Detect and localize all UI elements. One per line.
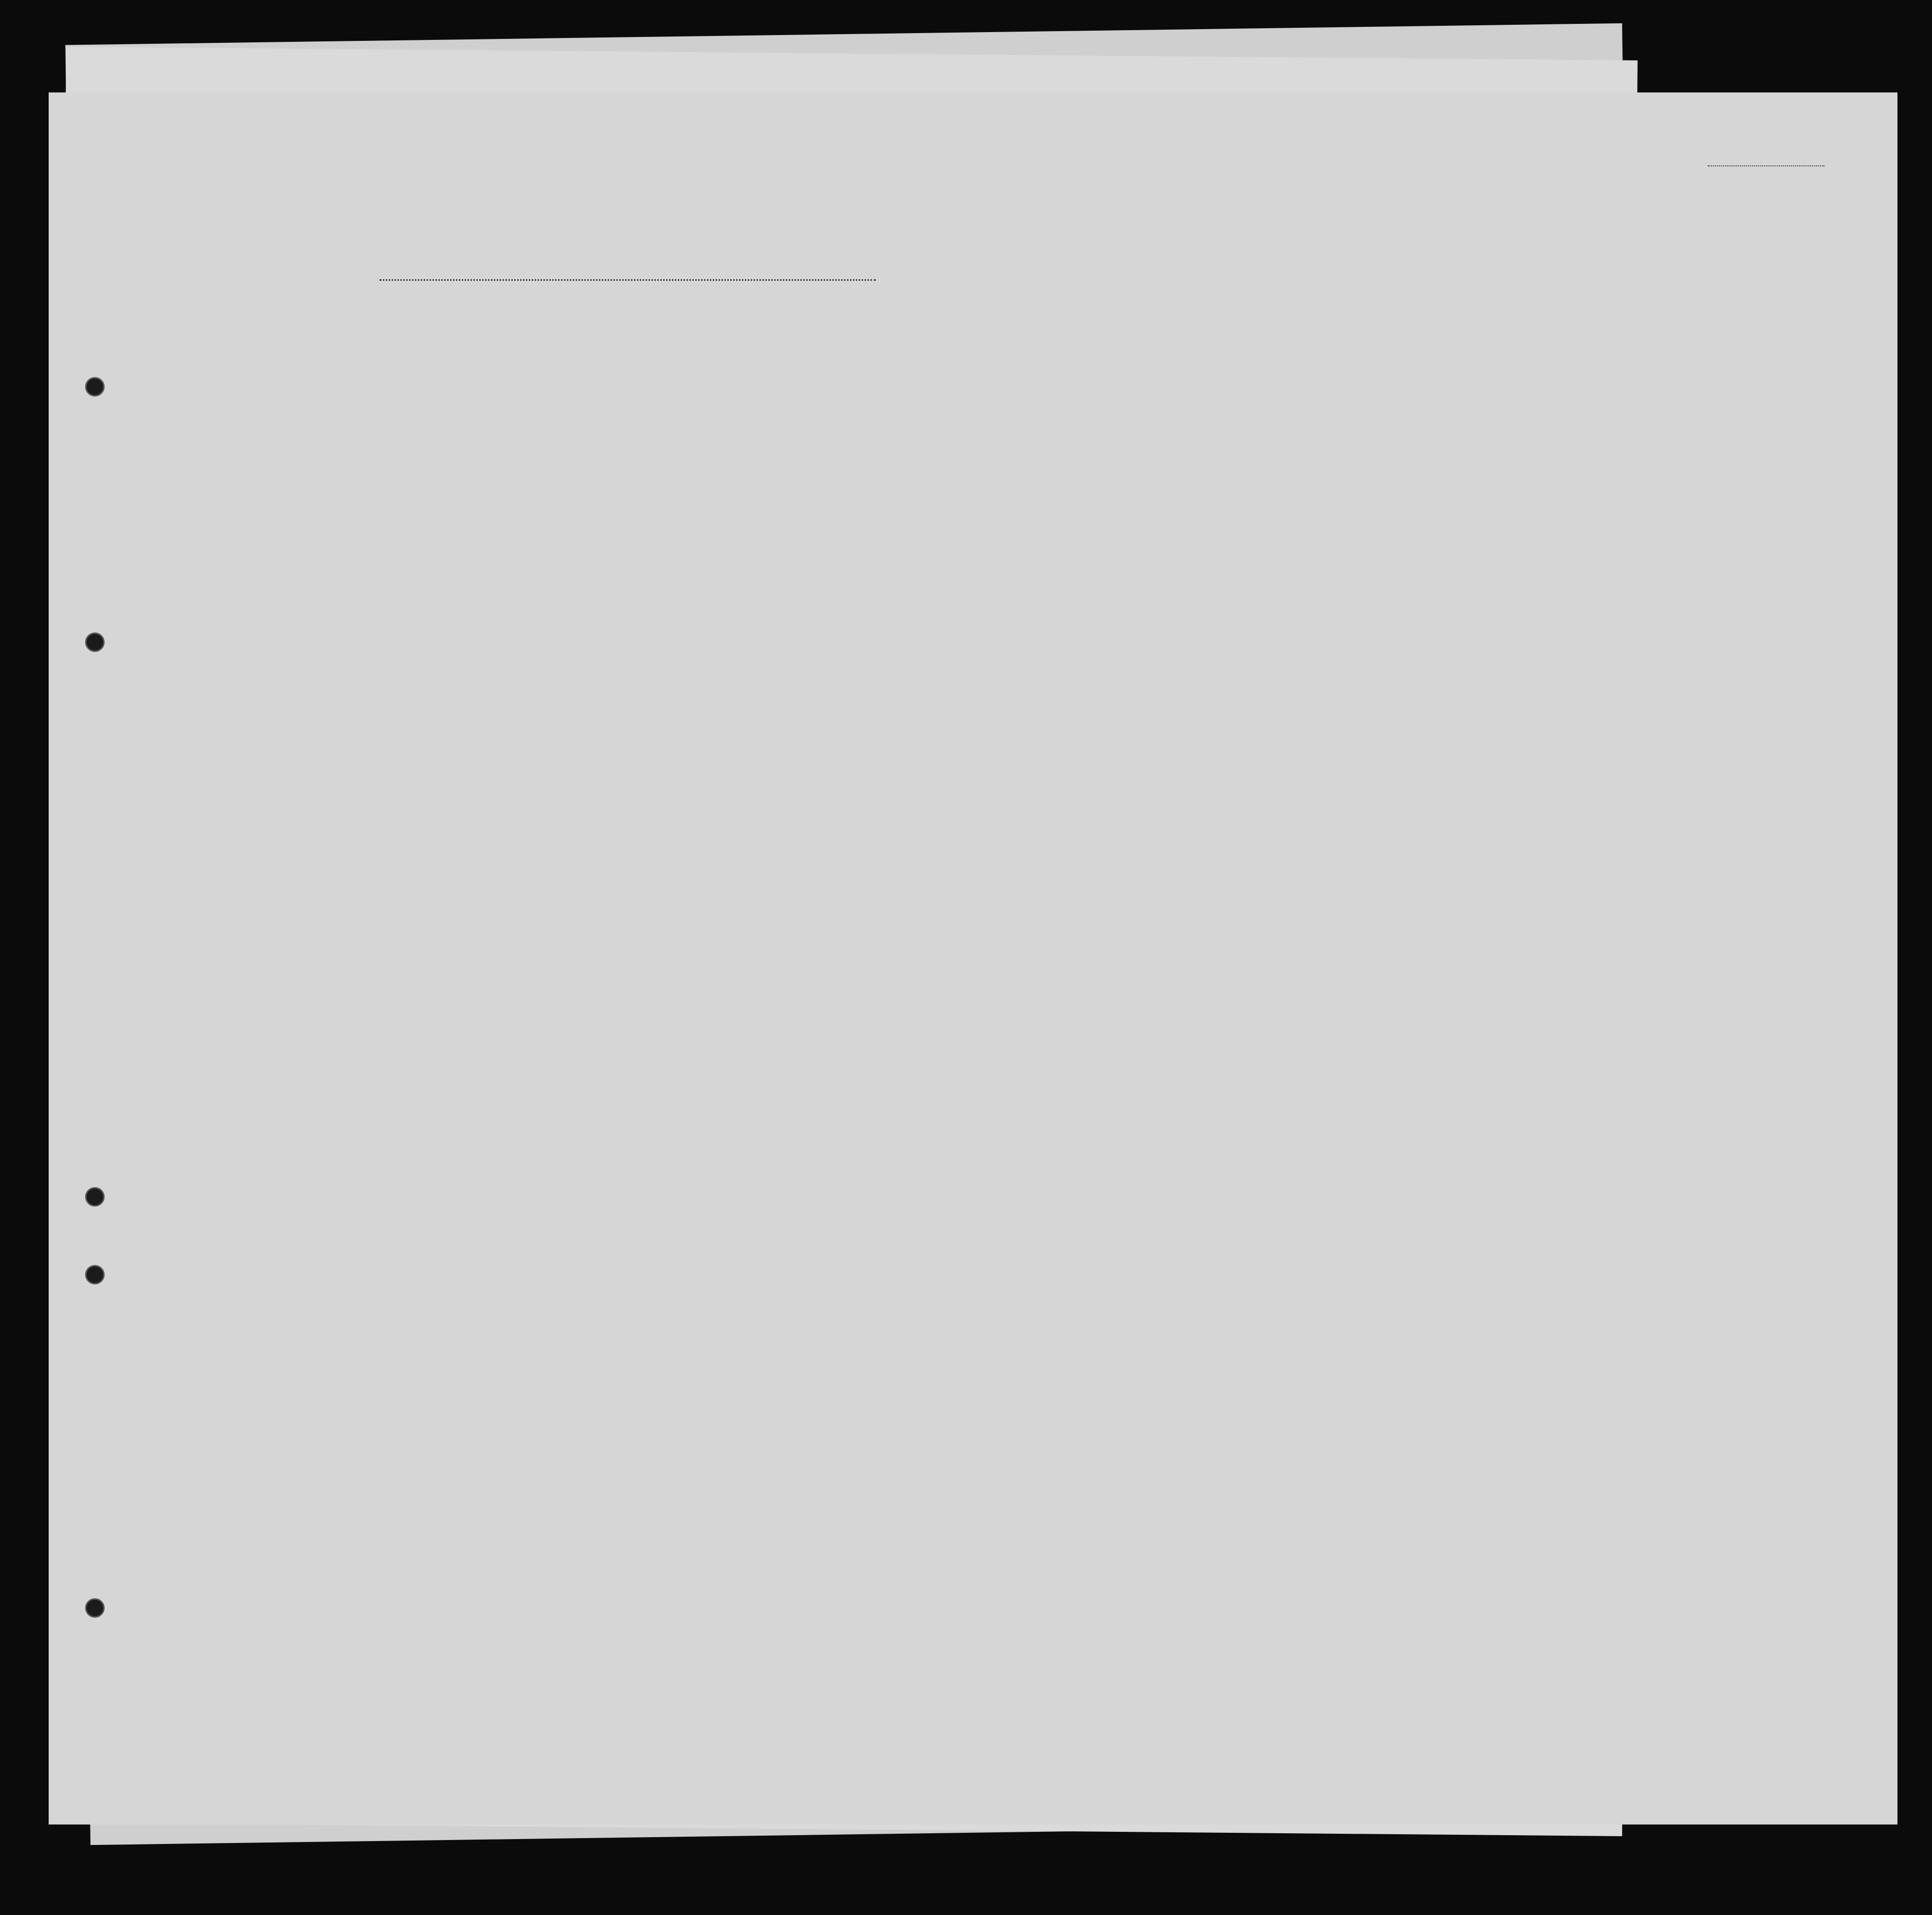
binder-hole [85,1598,105,1618]
binder-hole [85,1265,105,1284]
list-underline [1708,165,1824,166]
manifest-sheet [49,92,1897,1825]
binder-hole [85,377,105,397]
binder-hole [85,1187,105,1207]
port-underline [379,279,876,281]
binder-hole [85,632,105,652]
